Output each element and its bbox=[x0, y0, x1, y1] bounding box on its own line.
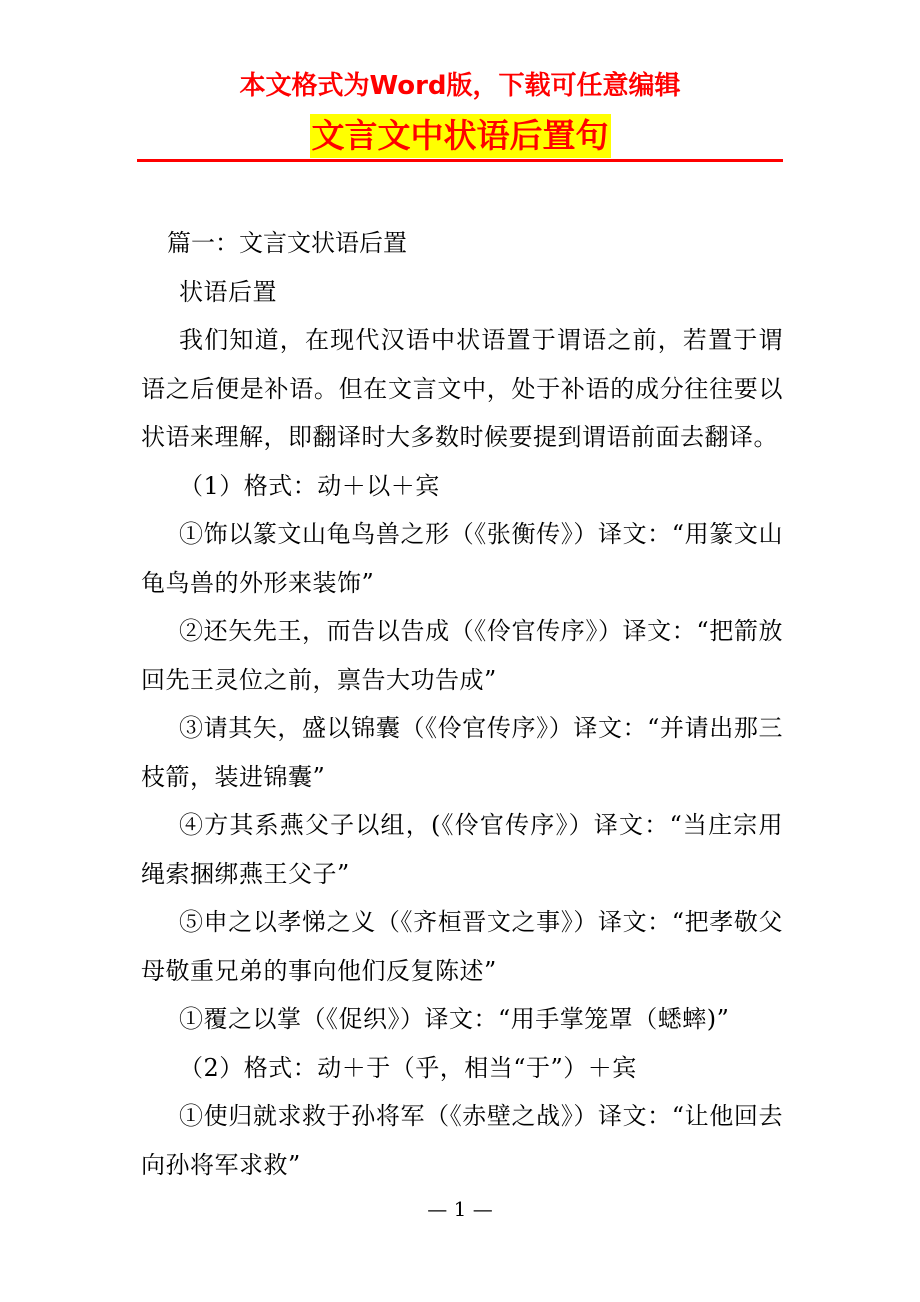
section-heading: 篇一：文言文状语后置 bbox=[167, 229, 407, 257]
example-paragraph: ③请其矢，盛以锦囊（《伶官传序》）译文：“并请出那三枝箭，装进锦囊” bbox=[141, 714, 783, 791]
example-paragraph: ①使归就求救于孙将军（《赤壁之战》）译文：“让他回去向孙将军求救” bbox=[141, 1102, 783, 1179]
document-body bbox=[141, 219, 783, 1189]
example-paragraph: ②还矢先王，而告以告成（《伶官传序》）译文：“把箭放回先王灵位之前，禀告大功告成” bbox=[141, 617, 783, 694]
format-heading-1: （1）格式：动＋以＋宾 bbox=[179, 471, 440, 500]
document-title: 文言文中状语后置句 bbox=[310, 114, 611, 158]
example-paragraph: ④方其系燕父子以组，(《伶官传序》）译文：“当庄宗用绳索捆绑燕王父子” bbox=[141, 811, 783, 888]
title-divider bbox=[137, 159, 783, 162]
title-container bbox=[0, 114, 920, 158]
format-heading-2: （2）格式：动＋于（乎，相当“于”）＋宾 bbox=[179, 1053, 637, 1082]
example-paragraph: ⑤申之以孝悌之义（《齐桓晋文之事》）译文：“把孝敬父母敬重兄弟的事向他们反复陈述” bbox=[141, 908, 783, 985]
paragraph-intro: 我们知道，在现代汉语中状语置于谓语之前，若置于谓语之后便是补语。但在文言文中，处于补语的成分往往要以状语来理解，即翻译时大多数时候要提到谓语前面去翻译。 bbox=[141, 326, 783, 451]
example-paragraph: ①覆之以掌（《促织》）译文：“用手掌笼罩（蟋蟀)” bbox=[179, 1005, 730, 1033]
example-paragraph: ①饰以篆文山龟鸟兽之形（《张衡传》）译文：“用篆文山龟鸟兽的外形来装饰” bbox=[141, 520, 783, 597]
page-number: — 1 — bbox=[427, 1197, 493, 1221]
sub-heading: 状语后置 bbox=[179, 277, 277, 306]
format-notice-banner: 本文格式为Word版，下载可任意编辑 bbox=[239, 71, 681, 101]
